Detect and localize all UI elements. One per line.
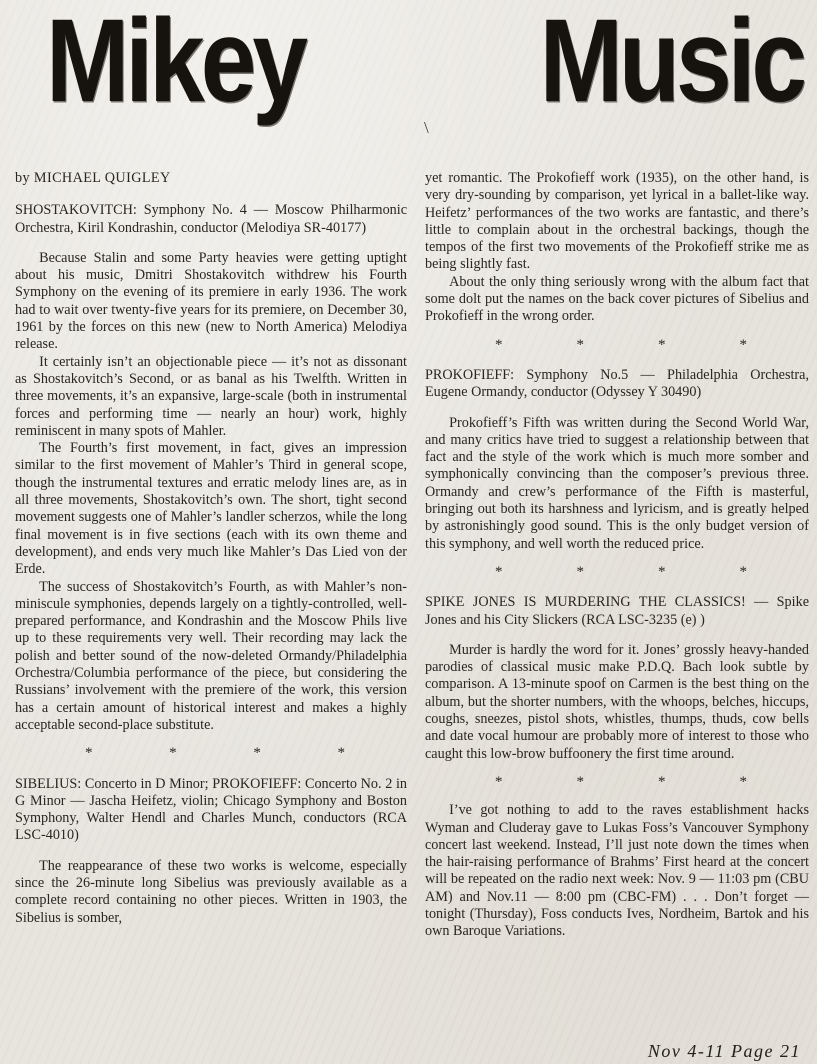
asterisk-separator [425,774,809,791]
asterisk-icon: * [576,336,584,353]
asterisk-separator [425,564,809,581]
right-column [425,170,809,941]
asterisk-icon: * [739,563,747,580]
article-paragraph: Prokofieff’s Fifth was written during the Second World War, and many critics have tried to suggest a relationship between that fact and the style of the work which is much more somber and symphonically convincing than the composer’s previous three. Ormandy and crew’s performance of the Fifth is masterful, bringing out both its harshness and lyricism, and is greatly helped by astronishingly good sound. This is the only budget version of this symphony, and well worth the reduced price. [425,414,809,552]
asterisk-icon: * [169,745,177,762]
article-paragraph: It certainly isn’t an objectionable piece — it’s not as dissonant as Shostakovitch’s Second, or as banal as his Twelfth. Written in three movements, it’s an expansive, large-scale (both in instrumental forces and performing time — nearly an hour) work, highly reminiscent in many spots of Mahler. [15,353,407,439]
record-listing-spike-jones: SPIKE JONES IS MURDERING THE CLASSICS! — Spike Jones and his City Slickers (RCA LSC-3235 (e) ) [425,594,809,628]
asterisk-icon: * [495,336,503,353]
masthead-word-music: Music [539,0,803,128]
masthead [0,0,817,158]
article-paragraph: Murder is hardly the word for it. Jones’ grossly heavy-handed parodies of classical music make P.D.Q. Bach look subtle by comparison. A 13-minute spoof on Carmen is the best thing on the album, but the shorter numbers, with the whoops, belches, hiccups, coughs, sneezes, pistol shots, whistles, thumps, thuds, cow bells and date vocal humour are probably more of interest to those who caught this low-brow buffoonery the first time around. [425,641,809,762]
article-paragraph: The success of Shostakovitch’s Fourth, as with Mahler’s non-miniscule symphonies, depends largely on a tightly-controlled, well-prepared performance, and Kondrashin and the Moscow Phils live up to these requirements very well. Their recording may lack the polish and better sound of the now-deleted Ormandy/Philadelphia Orchestra/Columbia performance of the piece, but considering the Russians’ involvement with the premiere of the work, this version has a certain amount of historical interest and makes a highly acceptable second-place substitute. [15,578,407,733]
asterisk-icon: * [337,745,345,762]
article-paragraph: The reappearance of these two works is welcome, especially since the 26-minute long Sibelius was previously available as a complete record containing no other pieces. Written in 1903, the Sibelius is somber, [15,857,407,926]
asterisk-icon: * [85,745,93,762]
asterisk-icon: * [253,745,261,762]
asterisk-icon: * [576,563,584,580]
asterisk-icon: * [658,336,666,353]
article-paragraph-continuation: yet romantic. The Prokofieff work (1935), on the other hand, is very dry-sounding by comparison, yet lyrical in a ballet-like way. Heifetz’ performances of the two works are fantastic, and there’s little to complain about in the orchestral backings, though the tempos of the first two movements of the Prokofieff strike me as being slightly fast. [425,170,809,273]
article-paragraph: About the only thing seriously wrong with the album fact that some dolt put the names on the back cover pictures of Sibelius and Prokofieff in the wrong order. [425,273,809,325]
record-listing-sibelius-prokofieff: SIBELIUS: Concerto in D Minor; PROKOFIEFF: Concerto No. 2 in G Minor — Jascha Heifetz, violin; Chicago Symphony and Boston Symphony, Walter Hendl and Charles Munch, conductors (RCA LSC-4010) [15,775,407,844]
article-paragraph: Because Stalin and some Party heavies were getting uptight about his music, Dmitri Shostakovitch withdrew his Fourth Symphony on the evening of its premiere in early 1936. The work had to wait over twenty-five years for its premiere, on December 30, 1961 by the forces on this new (new to North America) Melodiya release. [15,249,407,353]
asterisk-icon: * [739,336,747,353]
asterisk-icon: * [739,773,747,790]
asterisk-separator [15,745,407,762]
left-column [15,170,407,941]
record-listing-shostakovitch: SHOSTAKOVITCH: Symphony No. 4 — Moscow Philharmonic Orchestra, Kiril Kondrashin, conductor (Melodiya SR-40177) [15,202,407,236]
byline: by MICHAEL QUIGLEY [15,170,171,186]
article-paragraph: The Fourth’s first movement, in fact, gives an impression similar to the first movement of Mahler’s Third in general scope, though the instrumental textures and erratic melody lines are, as in all three movements, Shostakovitch’s own. The short, tight second movement suggests one of Mahler’s landler scherzos, while the long final movement is in five sections (each with its own theme and development), and ends very much like Mahler’s Das Lied von der Erde. [15,440,407,578]
asterisk-icon: * [495,563,503,580]
asterisk-icon: * [658,563,666,580]
article-columns [0,158,817,941]
asterisk-separator [425,337,809,354]
masthead-word-mikey: Mikey [46,0,304,128]
asterisk-icon: * [658,773,666,790]
asterisk-icon: * [576,773,584,790]
record-listing-prokofieff: PROKOFIEFF: Symphony No.5 — Philadelphia Orchestra, Eugene Ormandy, conductor (Odyssey Y 30490) [425,366,809,401]
asterisk-icon: * [495,773,503,790]
scan-stray-mark: \ [424,118,429,137]
article-paragraph: I’ve got nothing to add to the raves establishment hacks Wyman and Cluderay gave to Lukas Foss’s Vancouver Symphony concert last weekend. Instead, I’ll just note down the times when the hair-raising performance of Brahms’ First heard at the concert will be repeated on the radio next week: Nov. 9 — 11:03 pm (CBU AM) and Nov.11 — 8:00 pm (CBC-FM) . . . Don’t forget — tonight (Thursday), Foss conducts Ives, Nordheim, Bartok and his own Baroque Variations. [425,802,809,940]
page-footer-date-page-number: Nov 4-11 Page 21 [647,1041,801,1061]
